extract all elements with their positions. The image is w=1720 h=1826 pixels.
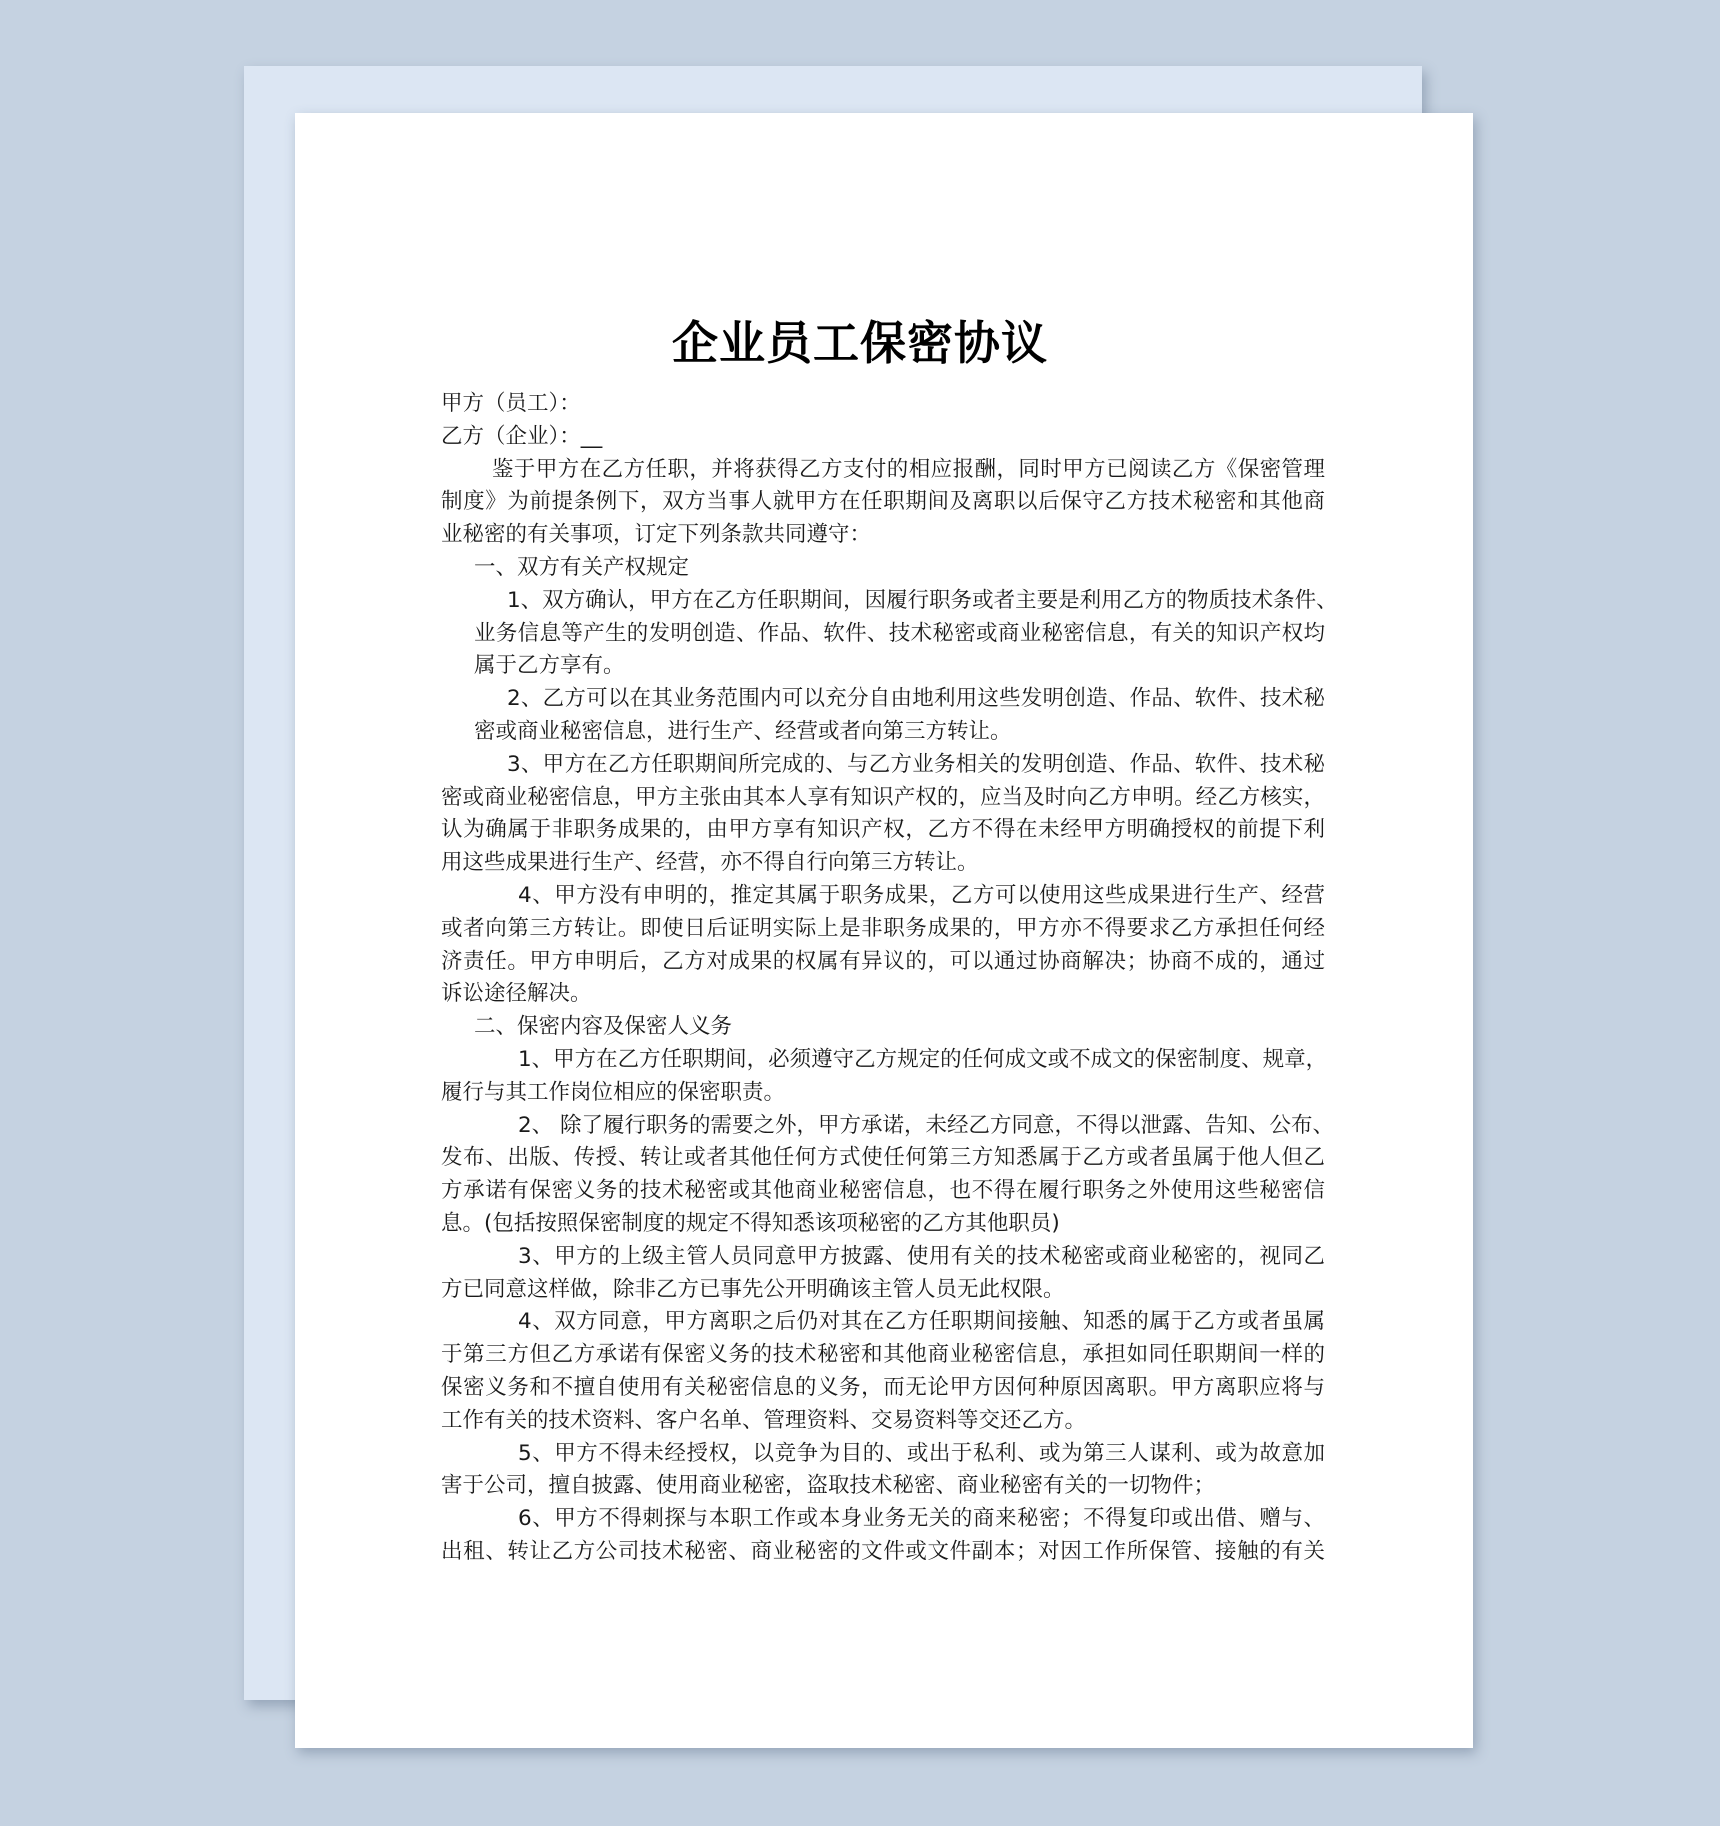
- text-line: 业秘密的有关事项，订定下列条款共同遵守：: [441, 522, 872, 548]
- text-line: 方承诺有保密义务的技术秘密或其他商业秘密信息，也不得在履行职务之外使用这些秘密信: [441, 1178, 1325, 1204]
- text-line: 3、甲方在乙方任职期间所完成的、与乙方业务相关的发明创造、作品、软件、技术秘: [507, 751, 1325, 777]
- text-line: 1、甲方在乙方任职期间，必须遵守乙方规定的任何成文或不成文的保密制度、规章，: [518, 1046, 1328, 1072]
- text-line: 或者向第三方转让。即使日后证明实际上是非职务成果的，甲方亦不得要求乙方承担任何经: [441, 915, 1325, 941]
- text-line: 济责任。甲方申明后，乙方对成果的权属有异议的，可以通过协商解决；协商不成的，通过: [441, 948, 1325, 974]
- text-line: 4、甲方没有申明的，推定其属于职务成果，乙方可以使用这些成果进行生产、经营: [518, 882, 1325, 908]
- text-line: 密或商业秘密信息，甲方主张由其本人享有知识产权的，应当及时向乙方申明。经乙方核实，: [441, 784, 1325, 810]
- text-line: 一、双方有关产权规定: [474, 554, 690, 580]
- text-line: 5、甲方不得未经授权，以竞争为目的、或出于私利、或为第三人谋利、或为故意加: [518, 1440, 1325, 1466]
- text-line: 于第三方但乙方承诺有保密义务的技术秘密和其他商业秘密信息，承担如同任职期间一样的: [441, 1342, 1325, 1368]
- text-line: 害于公司，擅自披露、使用商业秘密，盗取技术秘密、商业秘密有关的一切物件；: [441, 1473, 1216, 1499]
- text-line: 履行与其工作岗位相应的保密职责。: [441, 1079, 786, 1105]
- document-title: 企业员工保密协议: [672, 316, 1048, 370]
- text-line: 发布、出版、传授、转让或者其他任何方式使任何第三方知悉属于乙方或者虽属于他人但乙: [441, 1145, 1325, 1171]
- text-line: 方已同意这样做，除非乙方已事先公开明确该主管人员无此权限。: [441, 1276, 1065, 1302]
- text-line: 保密义务和不擅自使用有关秘密信息的义务，而无论甲方因何种原因离职。甲方离职应将与: [441, 1374, 1325, 1400]
- text-line: 属于乙方享有。: [474, 653, 625, 679]
- text-line: 4、双方同意，甲方离职之后仍对其在乙方任职期间接触、知悉的属于乙方或者虽属: [518, 1309, 1325, 1335]
- text-line: 业务信息等产生的发明创造、作品、软件、技术秘密或商业秘密信息，有关的知识产权均: [474, 620, 1325, 646]
- text-line: 出租、转让乙方公司技术秘密、商业秘密的文件或文件副本；对因工作所保管、接触的有关: [441, 1538, 1325, 1564]
- text-line: 息。(包括按照保密制度的规定不得知悉该项秘密的乙方其他职员): [441, 1210, 1060, 1236]
- text-line: 6、甲方不得刺探与本职工作或本身业务无关的商来秘密；不得复印或出借、赠与、: [518, 1506, 1325, 1532]
- text-line: 2、 除了履行职务的需要之外，甲方承诺，未经乙方同意，不得以泄露、告知、公布、: [518, 1112, 1335, 1138]
- text-line: 工作有关的技术资料、客户名单、管理资料、交易资料等交还乙方。: [441, 1407, 1087, 1433]
- text-line: 二、保密内容及保密人义务: [474, 1014, 733, 1040]
- text-line: 1、双方确认，甲方在乙方任职期间，因履行职务或者主要是利用乙方的物质技术条件、: [507, 587, 1338, 613]
- text-line: 鉴于甲方在乙方任职，并将获得乙方支付的相应报酬，同时甲方已阅读乙方《保密管理: [492, 456, 1325, 482]
- document-body: [441, 388, 1338, 1569]
- text-line: 诉讼途径解决。: [441, 981, 592, 1007]
- text-line: 甲方（员工）：: [441, 391, 581, 416]
- text-line: 3、甲方的上级主管人员同意甲方披露、使用有关的技术秘密或商业秘密的，视同乙: [518, 1243, 1325, 1269]
- text-line: 乙方（企业）：__: [441, 423, 603, 449]
- text-line: 制度》为前提条例下，双方当事人就甲方在任职期间及离职以后保守乙方技术秘密和其他商: [441, 489, 1325, 515]
- text-line: 2、乙方可以在其业务范围内可以充分自由地利用这些发明创造、作品、软件、技术秘: [507, 686, 1325, 712]
- text-line: 认为确属于非职务成果的，由甲方享有知识产权，乙方不得在未经甲方明确授权的前提下利: [441, 817, 1325, 843]
- text-line: 用这些成果进行生产、经营，亦不得自行向第三方转让。: [441, 850, 979, 876]
- text-line: 密或商业秘密信息，进行生产、经营或者向第三方转让。: [474, 718, 1012, 744]
